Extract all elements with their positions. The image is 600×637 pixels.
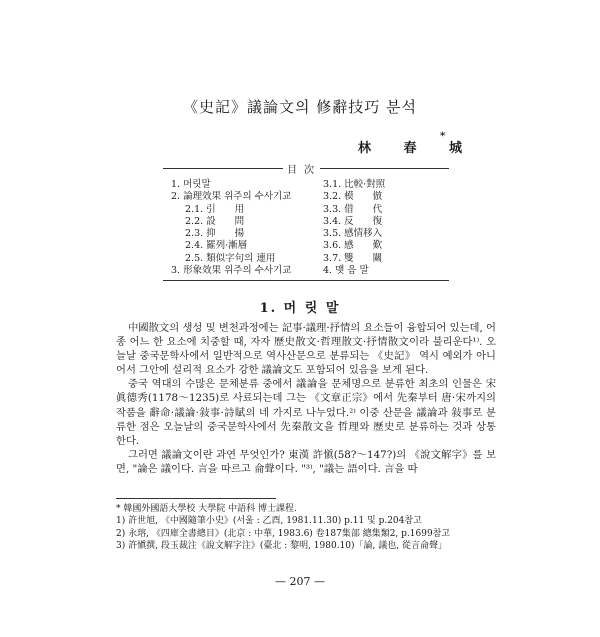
- toc-item: 3.6. 感 歎: [323, 240, 383, 252]
- toc-item: 3.4. 反 復: [323, 215, 383, 227]
- toc-heading: 目 次: [283, 161, 320, 176]
- footnotes: [116, 503, 496, 553]
- table-of-contents: [163, 165, 449, 281]
- footnote: 2) 永瑢, 《四庫全書總目》(北京 : 中華, 1983.6) 卷187集部 總集類2, p.1699참고: [116, 528, 451, 539]
- toc-item: 4. 맺 음 말: [323, 265, 369, 277]
- paragraph: 중국 역대의 수많은 문체분류 중에서 議論을 문체명으로 분류한 최초의 인물은 宋 眞德秀(1178～1235)로 사료되는데 그는 《文章正宗》에서 先秦부터 唐·宋까지의 작품을 辭命·議論·敍事·詩賦의 네 가지로 나누었다.²⁾ 이중 산문을 議論과 敍事로 분류한 점은 오늘날의 중국문학사에서 先秦散文을 哲理와 歷史로 분류하는 것과 상통한다.: [116, 378, 496, 447]
- paragraph: 中國散文의 생성 및 변천과정에는 記事·議理·抒情의 요소들이 융합되어 있는데, 어종 어느 한 요소에 치중할 때, 자자 歷史散文·哲理散文·抒情散文이라 불리운다¹⁾. 오늘날 중국문학사에서 일반적으로 역사산문으로 분류되는 《史記》 역시 예외가 아니어서 그안에 설리적 요소가 강한 議論文도 포함되어 있음을 보게 된다.: [116, 322, 496, 377]
- toc-item: 1. 머릿말: [171, 179, 211, 190]
- paper-title: 《史記》議論文의 修辭技巧 분석: [182, 98, 417, 116]
- toc-item: 3.7. 雙 關: [323, 252, 383, 264]
- toc-item: 2.5. 類似字句의 連用: [185, 252, 276, 264]
- author-name: 林 春 城: [358, 141, 477, 156]
- toc-item: 2. 論理效果 위주의 수사기교: [171, 191, 292, 203]
- toc-item: 3.5. 感情移入: [323, 228, 383, 240]
- footnote: * 韓國外國語大學校 大學院 中語科 博士課程.: [116, 504, 297, 514]
- toc-item: 3.3. 借 代: [323, 203, 383, 215]
- toc-right-column: [323, 179, 443, 277]
- footnote-rule: [116, 498, 276, 499]
- author-footnote-mark: *: [440, 131, 446, 142]
- toc-item: 2.1. 引 用: [185, 203, 245, 215]
- toc-item: 3.2. 模 倣: [323, 191, 383, 203]
- toc-item: 3.1. 比較·對照: [323, 179, 386, 190]
- footnote: 3) 許愼撰, 段玉裁注《說文解字注》(臺北 : 黎明, 1980.10)「論, 議也, 從言侖聲」: [116, 541, 447, 552]
- paragraph: 그러면 議論文이란 과연 무엇인가? 東漢 許愼(58?～147?)의 《說文解字》를 보면, "論은 議이다. 言을 따르고 侖聲이다. "³⁾, "議는 語이다. 言을 따: [116, 448, 496, 475]
- toc-item: 2.2. 設 問: [185, 215, 245, 227]
- body-text: [116, 321, 496, 476]
- toc-left-column: [171, 179, 319, 277]
- footnote: 1) 許世旭, 《中國隨筆小史》(서울 : 乙酉, 1981.11.30) p.11 및 p.204참고: [116, 516, 422, 527]
- section-heading: 1. 머 릿 말: [259, 301, 341, 316]
- toc-item: 2.3. 抑 揚: [185, 228, 245, 240]
- page-number: — 207 —: [275, 575, 325, 588]
- toc-item: 3. 形象效果 위주의 수사기교: [171, 265, 292, 277]
- toc-item: 2.4. 羅列·漸層: [185, 240, 248, 252]
